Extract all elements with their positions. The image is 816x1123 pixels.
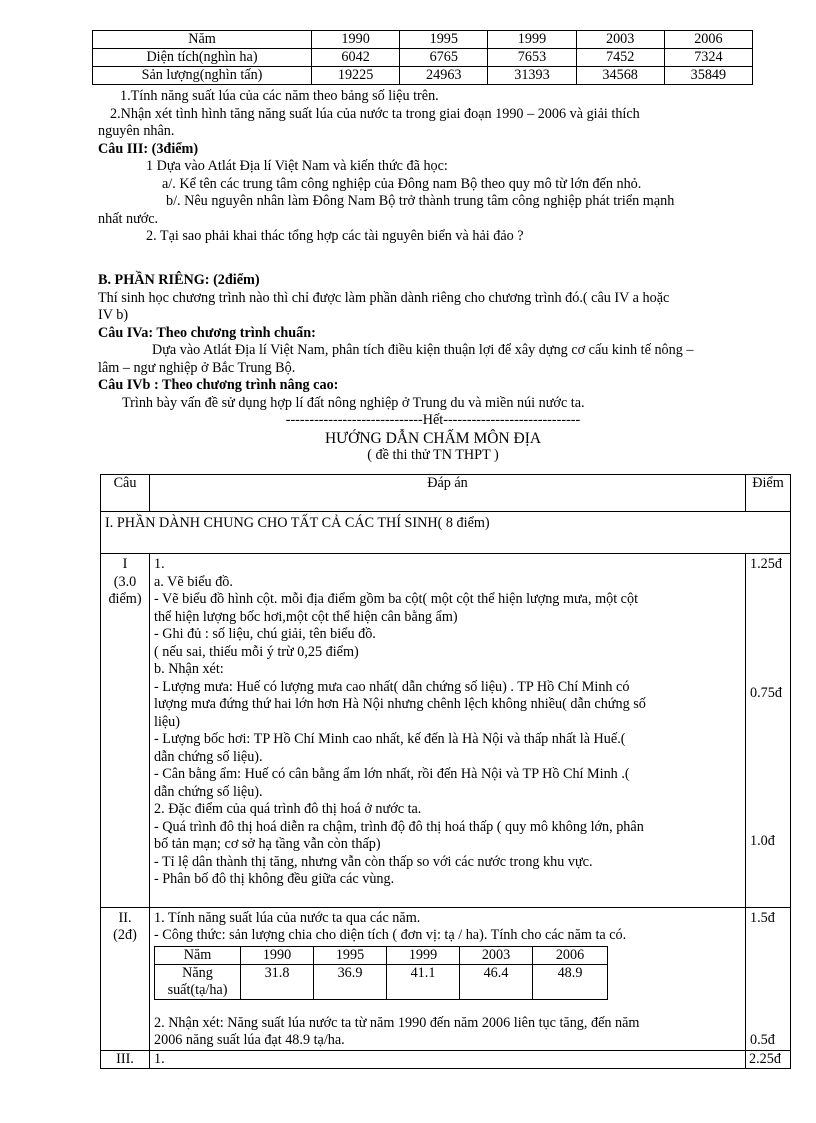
answer-line: - Cân bằng ẩm: Huế có cân bằng ẩm lớn nhất, rồi đến Hà Nội và TP Hồ Chí Minh .( [154,766,630,782]
rice-data-table [92,30,753,85]
row-label: Năng [182,964,213,981]
table-cell: 48.9 [533,964,608,999]
table-row [101,907,791,1050]
answer-line: liệu) [154,713,180,730]
answer-line: 2. Nhận xét: Năng suất lúa nước ta từ năm 1990 đến năm 2006 liên tục tăng, đến năm [154,1014,640,1031]
answer-cell: 1. [150,1050,746,1069]
table-cell: 7452 [576,49,664,67]
score-cell [746,554,791,908]
table-cell: 46.4 [460,964,533,999]
question-title: Câu IVb : Theo chương trình nâng cao: [98,377,339,393]
question-block [98,88,768,246]
part-b-block [98,272,768,465]
question-label: (2đ) [113,927,137,943]
table-cell: 19225 [312,67,400,85]
answer-line: 2006 năng suất lúa đạt 48.9 tạ/ha. [154,1032,345,1048]
question-line: 2. Tại sao phải khai thác tổng hợp các tài nguyên biển và hải đảo ? [146,228,524,244]
question-label: (3.0 [113,573,137,590]
table-cell: 2003 [460,946,533,964]
table-cell: 2006 [664,31,752,49]
end-marker: -----------------------------Hết----------------------------- [285,412,581,428]
table-cell: 2006 [533,946,608,964]
table-cell: 34568 [576,67,664,85]
yield-table [154,946,608,1000]
answer-key-table [100,474,791,1069]
question-line: a/. Kể tên các trung tâm công nghiệp của Đông nam Bộ theo quy mô từ lớn đến nhỏ. [162,175,642,192]
header-cell-cau: Câu [101,475,150,512]
answer-line: - Tỉ lệ dân thành thị tăng, nhưng vẫn còn thấp so với các nước trong khu vực. [154,853,593,870]
answer-line: - Lượng bốc hơi: TP Hồ Chí Minh cao nhất, kế đến là Hà Nội và thấp nhất là Huế.( [154,731,626,747]
answer-line: 2. Đặc điểm của quá trình đô thị hoá ở nước ta. [154,801,422,817]
question-label: II. [118,909,132,926]
score-value: 0.75đ [750,685,782,701]
table-cell: 6042 [312,49,400,67]
question-title: Câu III: (3điểm) [98,140,199,157]
answer-line: lượng mưa đứng thứ hai lớn hơn Hà Nội nhưng chênh lệch không nhiều( dẫn chứng số [154,696,646,712]
score-value: 1.5đ [750,909,775,926]
answer-line: - Vẽ biểu đồ hình cột. mỗi địa điểm gồm ba cột( một cột thể hiện lượng mưa, một cột [154,591,639,607]
answer-line: - Công thức: sản lượng chia cho diện tích ( đơn vị: tạ / ha). Tính cho các năm ta có. [154,927,627,943]
question-label-cell [101,554,150,908]
table-header-row [101,475,791,512]
row-label: suất(tạ/ha) [167,981,228,998]
table-cell: 1995 [314,946,387,964]
table-cell: 1990 [241,946,314,964]
task-line: 2.Nhận xét tình hình tăng năng suất lúa của nước ta trong giai đoạn 1990 – 2006 và giải thích [110,105,640,122]
score-value: 1.0đ [750,833,775,849]
table-cell: 2003 [576,31,664,49]
question-line: nhất nước. [98,210,159,227]
answer-line: 1. Tính năng suất lúa của nước ta qua các năm. [154,909,421,926]
table-cell: 1999 [387,946,460,964]
text-line: Thí sinh học chương trình nào thì chỉ được làm phần dành riêng cho chương trình đó.( câu IV a hoặc [98,289,670,306]
table-row [101,554,791,908]
guide-subtitle: ( đề thi thử TN THPT ) [367,447,499,463]
task-line: nguyên nhân. [98,123,175,139]
table-cell: 1995 [400,31,488,49]
table-cell: 24963 [400,67,488,85]
question-label-cell [101,907,150,1050]
answer-cell [150,554,746,908]
guide-title: HƯỚNG DẪN CHẤM MÔN ĐỊA [324,429,542,447]
question-label-cell: III. [101,1050,150,1069]
table-cell: 1990 [312,31,400,49]
answer-line: dẫn chứng số liệu). [154,748,263,765]
answer-line: 1. [154,556,165,572]
table-header-row [155,946,608,964]
score-cell: 2.25đ [746,1050,791,1069]
table-cell: 7324 [664,49,752,67]
task-line: 1.Tính năng suất lúa của các năm theo bảng số liệu trên. [120,88,439,104]
table-cell: Diện tích(nghìn ha) [93,49,312,67]
table-header-row [93,31,753,49]
answer-line: - Phân bố đô thị không đều giữa các vùng. [154,871,395,887]
table-cell: 1999 [488,31,576,49]
question-label: I [122,556,128,572]
table-cell: 31.8 [241,964,314,999]
header-cell-answer: Đáp án [150,475,746,512]
answer-line: bố tản mạn; cơ sở hạ tầng vẫn còn thấp) [154,836,381,852]
score-cell [746,907,791,1050]
answer-line: b. Nhận xét: [154,661,224,677]
question-label: điểm) [108,591,142,607]
table-cell: 7653 [488,49,576,67]
table-row [93,67,753,85]
answer-line: ( nếu sai, thiếu mỗi ý trừ 0,25 điểm) [154,643,359,660]
table-cell: Năm [93,31,312,49]
section-title: B. PHẦN RIÊNG: (2điểm) [98,272,260,288]
answer-cell [150,907,746,1050]
table-cell: 41.1 [387,964,460,999]
text-line: IV b) [98,307,129,323]
question-title: Câu IVa: Theo chương trình chuẩn: [98,324,316,341]
table-row [101,512,791,554]
table-cell: 31393 [488,67,576,85]
table-cell: Năm [155,946,241,964]
section-heading: I. PHẦN DÀNH CHUNG CHO TẤT CẢ CÁC THÍ SINH( 8 điểm) [101,512,791,554]
table-cell: 36.9 [314,964,387,999]
text-line: Dựa vào Atlát Địa lí Việt Nam, phân tích điều kiện thuận lợi để xây dựng cơ cấu kinh tế nông – [152,342,694,358]
answer-line: - Lượng mưa: Huế có lượng mưa cao nhất( dẫn chứng số liệu) . TP Hồ Chí Minh có [154,678,630,695]
table-cell [155,964,241,999]
text-line: Trình bày vấn đề sử dụng hợp lí đất nông nghiệp ở Trung du và miền núi nước ta. [122,394,585,411]
table-cell: 35849 [664,67,752,85]
table-cell: Sản lượng(nghìn tấn) [93,67,312,85]
table-row [155,964,608,999]
question-line: b/. Nêu nguyên nhân làm Đông Nam Bộ trở thành trung tâm công nghiệp phát triển mạnh [166,193,675,209]
answer-line: dẫn chứng số liệu). [154,783,263,800]
table-row [101,1050,791,1069]
score-value: 1.25đ [750,556,782,572]
question-line: 1 Dựa vào Atlát Địa lí Việt Nam và kiến thức đã học: [146,158,448,174]
answer-line: - Ghi đủ : số liệu, chú giải, tên biểu đồ. [154,626,376,642]
text-line: lâm – ngư nghiệp ở Bắc Trung Bộ. [98,359,296,376]
answer-line: thể hiện lượng bốc hơi,một cột thể hiện cân bằng ẩm) [154,608,458,625]
score-value: 0.5đ [750,1032,775,1048]
table-row [93,49,753,67]
answer-line: a. Vẽ biểu đồ. [154,573,233,590]
table-cell: 6765 [400,49,488,67]
header-cell-score: Điểm [746,475,791,512]
answer-line: - Quá trình đô thị hoá diễn ra chậm, trình độ đô thị hoá thấp ( quy mô không lớn, phân [154,818,644,835]
